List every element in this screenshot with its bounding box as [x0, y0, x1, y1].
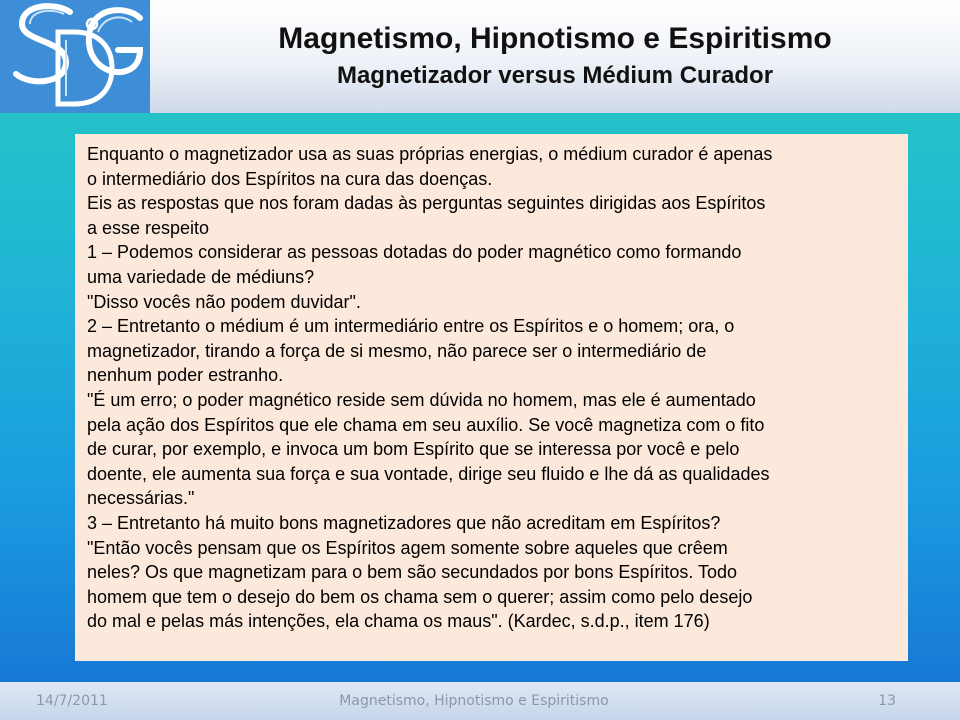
page-number: 13 [878, 693, 896, 709]
slide-subtitle: Magnetizador versus Médium Curador [336, 62, 774, 89]
content-line: "Então vocês pensam que os Espíritos agem somente sobre aqueles que crêem [87, 537, 728, 558]
content-line: de curar, por exemplo, e invoca um bom Espírito que se interessa por você e pelo [87, 439, 740, 460]
sdg-logo-graphic [0, 0, 150, 113]
content-line: do mal e pelas más intenções, ela chama os maus". (Kardec, s.d.p., item 176) [87, 611, 710, 632]
content-line: "Disso vocês não podem duvidar". [87, 291, 361, 312]
slide-header [0, 0, 960, 113]
content-line: pela ação dos Espíritos que ele chama em seu auxílio. Se você magnetiza com o fito [87, 414, 765, 435]
content-line: nenhum poder estranho. [87, 365, 284, 386]
content-line: doente, ele aumenta sua força e sua vontade, dirige seu fluido e lhe dá as qualidades [87, 463, 770, 484]
content-line: magnetizador, tirando a força de si mesmo, não parece ser o intermediário de [87, 340, 707, 361]
footer-date: 14/7/2011 [36, 693, 108, 709]
slide-footer [0, 682, 960, 720]
footer-title: Magnetismo, Hipnotismo e Espiritismo [339, 693, 609, 709]
content-line: uma variedade de médiuns? [87, 266, 315, 287]
content-line: o intermediário dos Espíritos na cura das doenças. [87, 168, 493, 189]
content-text-box [75, 134, 908, 661]
content-line: homem que tem o desejo do bem os chama sem o querer; assim como pelo desejo [87, 586, 753, 607]
content-line: Eis as respostas que nos foram dadas às perguntas seguintes dirigidas aos Espíritos [87, 193, 766, 214]
content-line: 3 – Entretanto há muito bons magnetizadores que não acreditam em Espíritos? [87, 512, 721, 533]
content-line: Enquanto o magnetizador usa as suas próprias energias, o médium curador é apenas [87, 144, 773, 164]
content-line: necessárias." [87, 488, 195, 509]
content-line: a esse respeito [87, 217, 210, 238]
content-line: "É um erro; o poder magnético reside sem dúvida no homem, mas ele é aumentado [87, 389, 756, 410]
sdg-logo [0, 0, 150, 113]
content-line: 1 – Podemos considerar as pessoas dotadas do poder magnético como formando [87, 242, 742, 263]
slide-title: Magnetismo, Hipnotismo e Espiritismo [278, 22, 832, 55]
content-line: neles? Os que magnetizam para o bem são secundados por bons Espíritos. Todo [87, 562, 738, 583]
content-line: 2 – Entretanto o médium é um intermediário entre os Espíritos e o homem; ora, o [87, 316, 735, 337]
